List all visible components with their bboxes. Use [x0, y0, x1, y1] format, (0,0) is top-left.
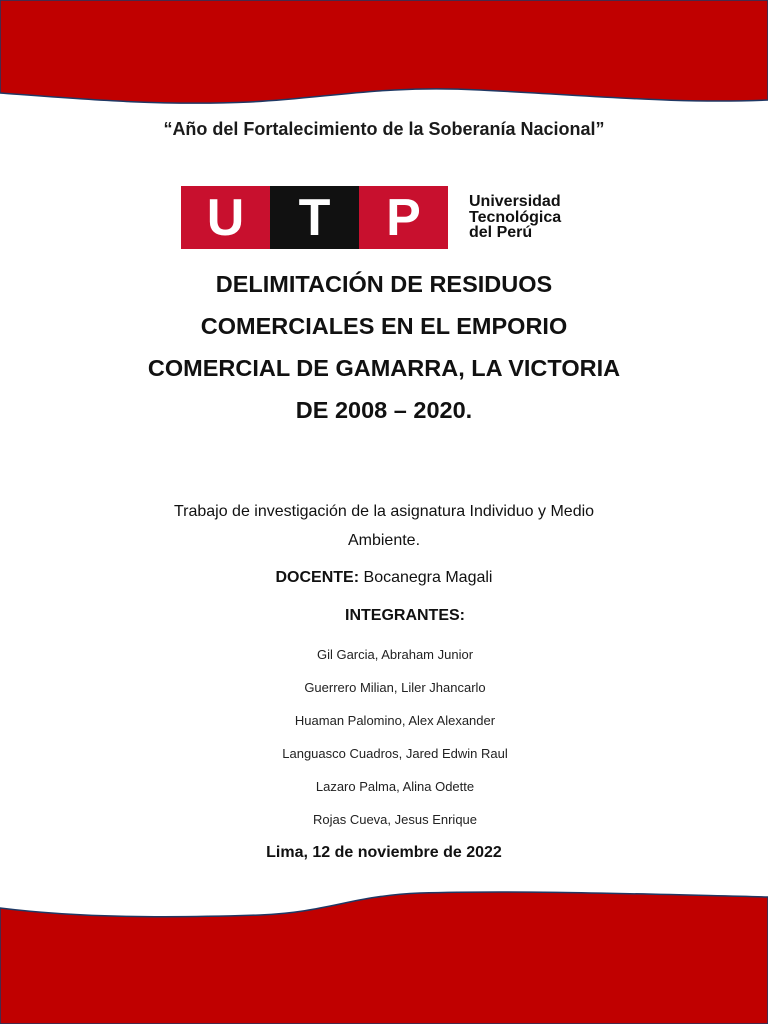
year-motto: “Año del Fortalecimiento de la Soberanía Nacional” [163, 119, 605, 139]
teacher-label: DOCENTE: [275, 569, 360, 586]
members-list [0, 645, 768, 843]
teacher-line [0, 569, 768, 587]
logo-letter-p: P [359, 186, 448, 249]
member-item: Gil Garcia, Abraham Junior [316, 647, 474, 662]
members-heading: INTEGRANTES: [345, 607, 465, 624]
member-item: Rojas Cueva, Jesus Enrique [312, 812, 478, 827]
university-name-line: del Perú [469, 224, 533, 242]
bottom-red-banner [0, 888, 768, 1024]
course-description-line: Ambiente. [347, 532, 421, 549]
logo-letter-u: U [181, 186, 270, 249]
course-description [124, 497, 644, 555]
university-name-line: Universidad [469, 193, 561, 211]
teacher-name: Bocanegra Magali [363, 569, 493, 586]
university-name [469, 194, 561, 241]
logo-letter-t: T [270, 186, 359, 249]
member-item: Lazaro Palma, Alina Odette [315, 779, 475, 794]
title-line: COMERCIALES EN EL EMPORIO [200, 313, 568, 339]
title-line: DELIMITACIÓN DE RESIDUOS [215, 271, 553, 297]
utp-logo [181, 186, 561, 249]
member-item: Huaman Palomino, Alex Alexander [294, 713, 496, 728]
title-line: DE 2008 – 2020. [295, 397, 473, 423]
member-item: Guerrero Milian, Liler Jhancarlo [304, 680, 486, 695]
top-red-banner [0, 0, 768, 110]
place-and-date: Lima, 12 de noviembre de 2022 [266, 844, 502, 861]
member-item: Languasco Cuadros, Jared Edwin Raul [282, 746, 508, 761]
course-description-line: Trabajo de investigación de la asignatura Individuo y Medio [173, 503, 595, 520]
title-line: COMERCIAL DE GAMARRA, LA VICTORIA [147, 355, 621, 381]
university-name-line: Tecnológica [469, 208, 562, 226]
document-title [94, 263, 674, 431]
